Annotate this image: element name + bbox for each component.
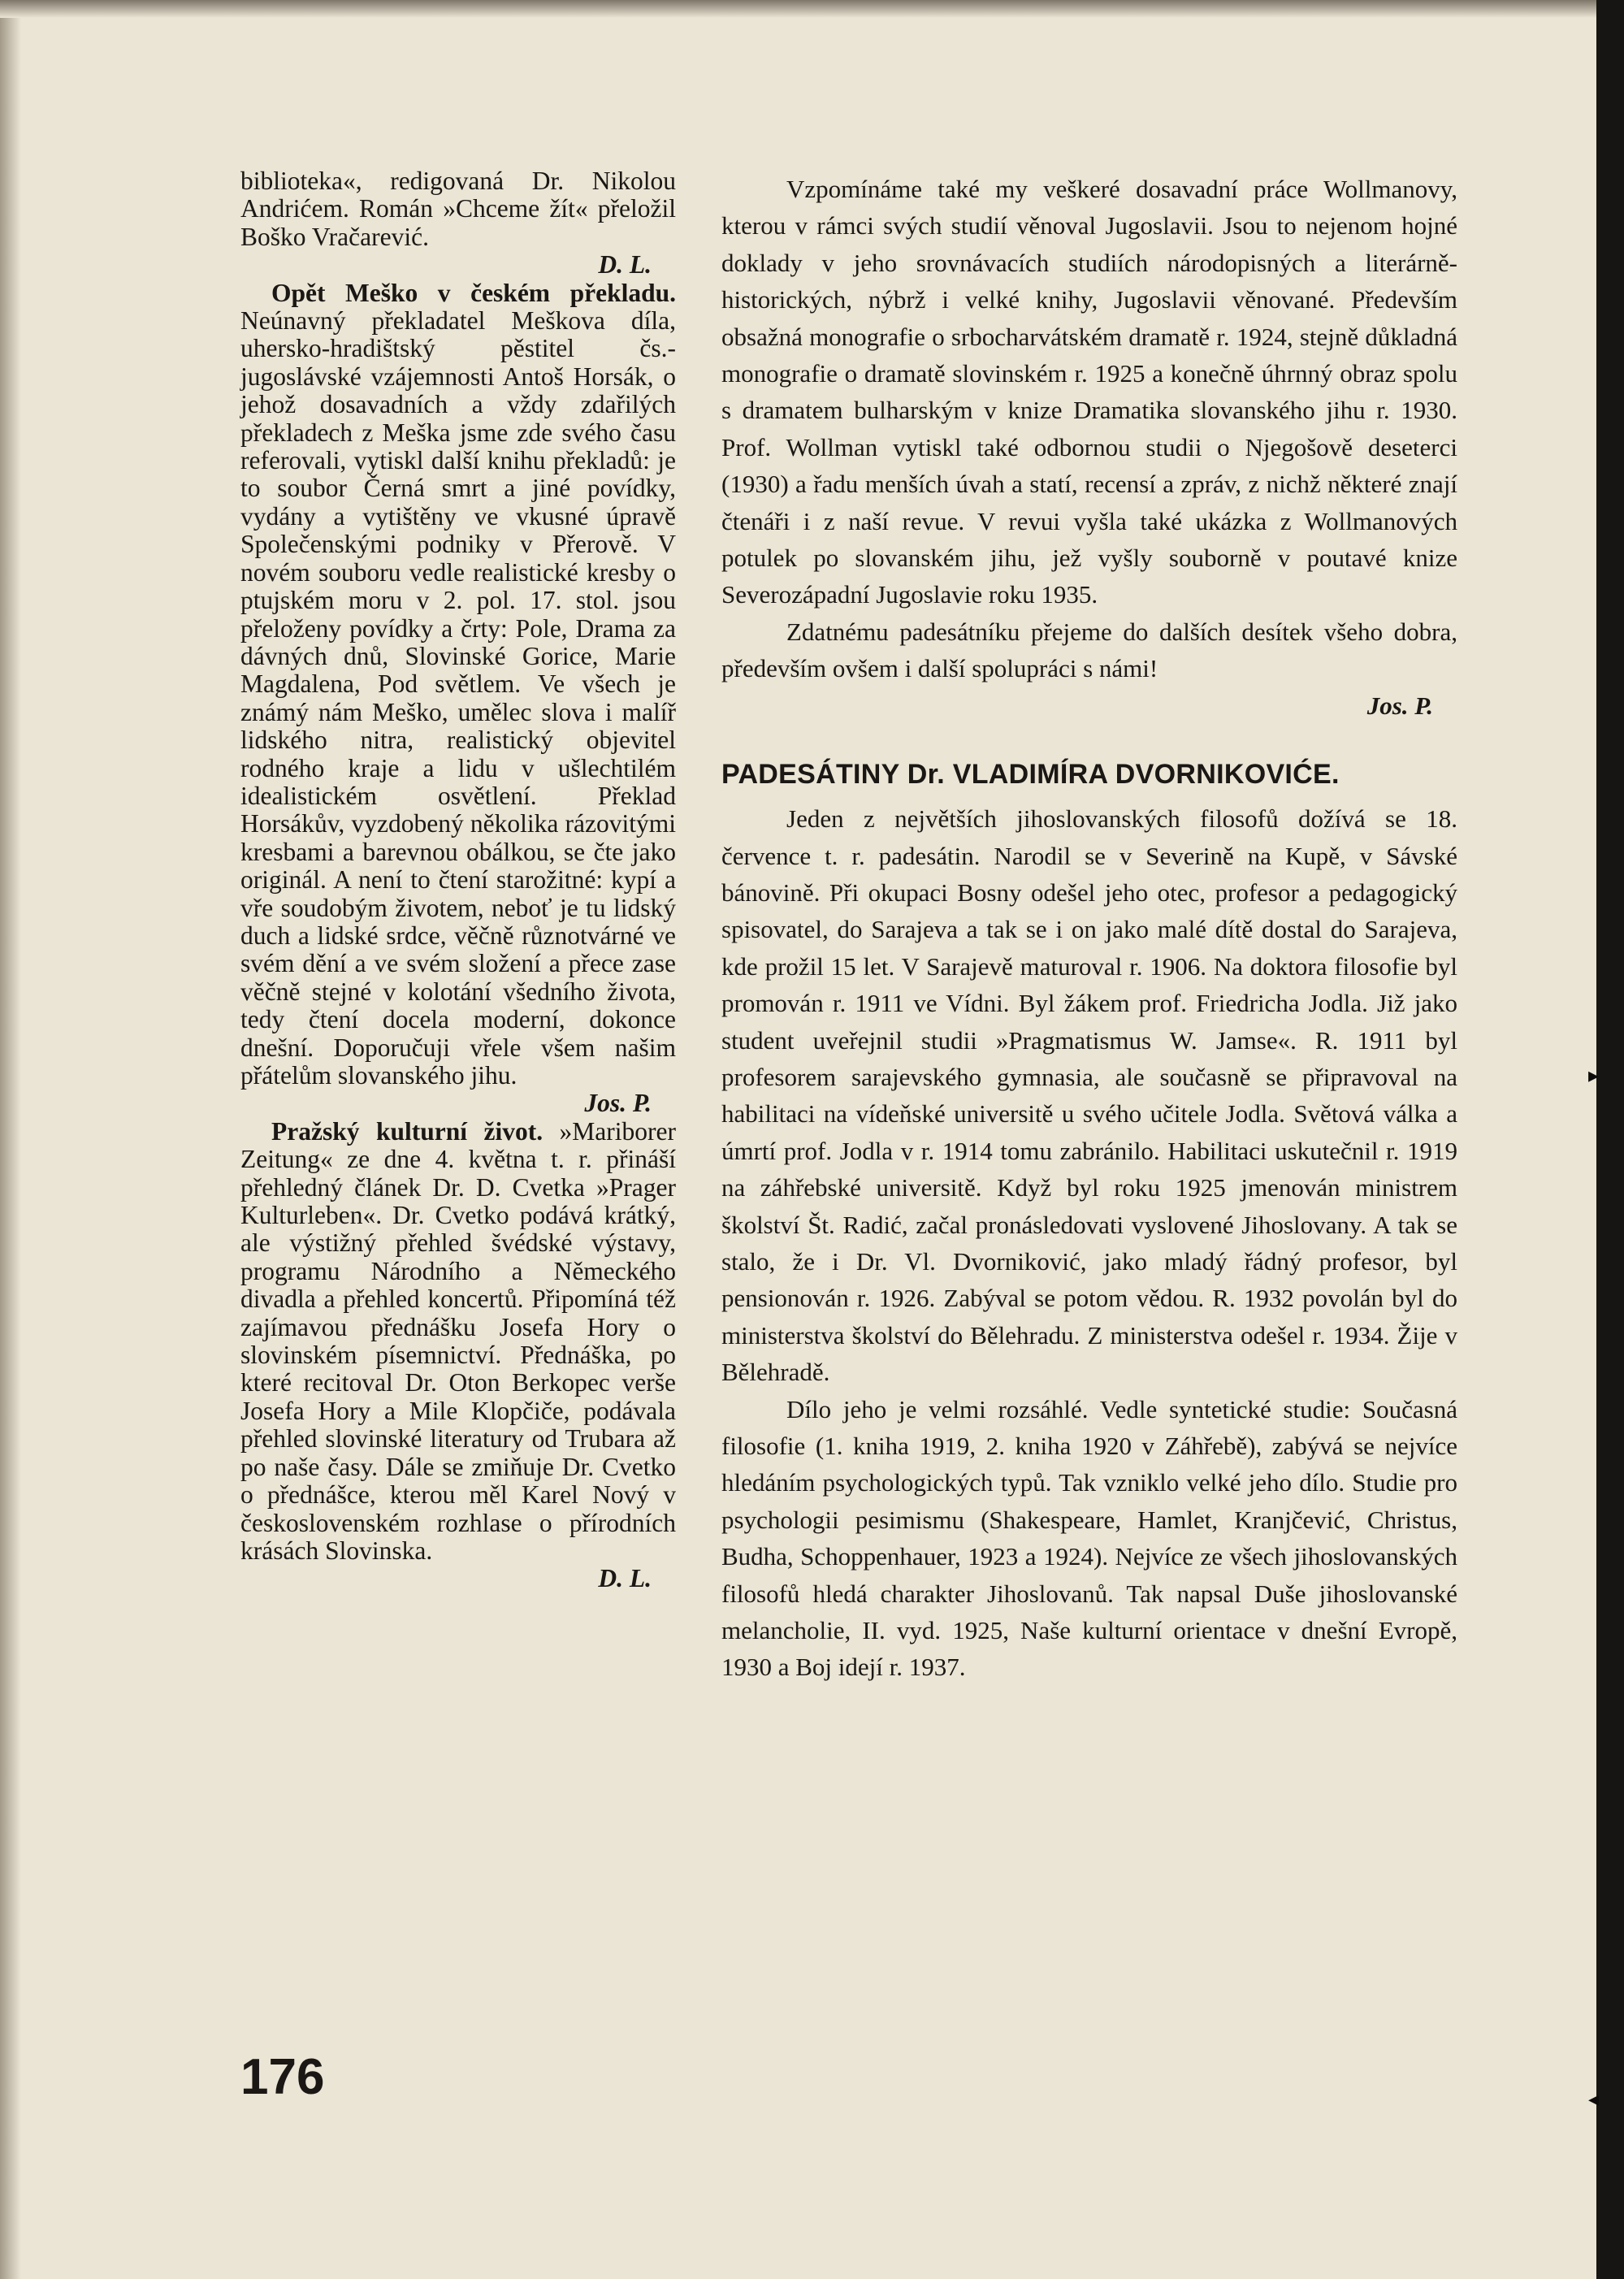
left-section-mesko-text: Neúnavný překladatel Meškova díla, uhersko-hradištský pěstitel čs.-jugoslávské vzájemnosti Antoš Horsák, o jehož dosavadních a vždy zdařilých překladech z Meška jsme zde svého času referovali, vytiskl další knihu překladů: je to soubor Černá smrt a jiné povídky, vydány a vytištěny ve vkusné úpravě Společenskými podniky v Přerově. V novém souboru vedle realistické kresby o ptujském moru v 2. pol. 17. stol. jsou přeloženy povídky a črty: Pole, Drama za dávných dnů, Slovinské Gorice, Marie Magdalena, Pod světlem. Ve všech je známý nám Meško, umělec slova i malíř lidského nitra, realistický objevitel rodného kraje a lidu v ušlechtilém idealistickém osvětlení. Překlad Horsákův, vyzdobený několika rázovitými kresbami a barevnou obálkou, se čte jako originál. A není to čtení starožitné: kypí a vře soudobým životem, neboť je tu lidský duch a lidské srdce, věčně různotvárné ve svém dění a ve svém složení a přece zase věčně stejné v kolotání všedního života, tedy čtení docela moderní, dokonce dnešní. Doporučuji vřele všem našim přátelům slovanského jihu. [240,306,676,1090]
article-heading: PADESÁTINY Dr. VLADIMÍRA DVORNIKOVIĆE. [721,759,1340,791]
left-section-prague-text: »Mariborer Zeitung« ze dne 4. května t. r. přináší přehledný článek Dr. D. Cvetka »Prager Kulturleben«. Dr. Cvetko podává krátký, ale výstižný přehled švédské výstavy, programu Národního a Německého divadla a přehled koncertů. Připomíná též zajímavou přednášku Josefa Hory o slovinském písemnictví. Přednáška, po které recitoval Dr. Oton Berkopec verše Josefa Hory a Mile Klopčiče, podávala přehled slovinské literatury od Trubara až po naše časy. Dále se zmiňuje Dr. Cvetko o přednášce, kterou měl Karel Nový v československém rozhlase o přírodních krásách Slovinska. [240,1116,676,1565]
right-column [721,171,1457,1686]
scan-left-shadow [0,0,21,2279]
right-para-wishes-text: Zdatnému padesátníku přejeme do dalších desítek všeho dobra, především ovšem i další spolupráci s námi! [721,617,1457,683]
left-section-prague-signature: D. L. [598,1564,652,1593]
page-number: 176 [240,2049,325,2105]
left-para-1-text: biblioteka«, redigovaná Dr. Nikolou Andrićem. Román »Chceme žít« přeložil Boško Vračarević. [240,167,676,251]
right-para-biography: Jeden z největších jihoslovanských filosofů dožívá se 18. července t. r. padesátin. Narodil se v Severině na Kupě, v Sávské bánovině. Při okupaci Bosny odešel jeho otec, profesor a pedagogický spisovatel, do Sarajeva a tak se i on jako malé dítě dostal do Sarajeva, kde prožil 15 let. V Sarajevě maturoval r. 1906. Na doktora filosofie byl promován r. 1911 ve Vídni. Byl žákem prof. Friedricha Jodla. Již jako student uveřejnil studii »Pragmatismus W. Jamse«. R. 1911 byl profesorem sarajevského gymnasia, ale současně se připravoval na habilitaci na vídeňské universitě u svého učitele Jodla. Světová válka a úmrtí prof. Jodla v r. 1914 tomu zabránilo. Habilitaci uskutečnil r. 1919 na záhřebské universitě. Když byl roku 1925 jmenován ministrem školství Št. Radić, začal pronásledovati vyslovené Jihoslovany. A tak se stalo, že i Dr. Vl. Dvorniković, jako mladý řádný profesor, byl pensionován r. 1926. Zabýval se potom vědou. R. 1932 povolán byl do ministerstva školství do Bělehradu. Z ministerstva odešel r. 1934. Žije v Bělehradě. [721,804,1457,1387]
right-para-wishes [721,613,1457,687]
scan-top-shadow [0,0,1624,18]
scan-edge-mark: ▸ [1588,1064,1600,1087]
left-section-prague [240,1118,676,1566]
right-para-wishes-signature: Jos. P. [1366,691,1433,720]
left-para-1 [240,167,676,251]
scan-edge-mark-lower: ◂ [1588,2087,1600,2111]
left-section-mesko [240,279,676,1090]
left-section-prague-lead: Pražský kulturní život. [271,1116,543,1146]
left-column [240,167,676,1593]
scan-right-edge [1596,0,1624,2279]
left-para-1-signature: D. L. [598,250,652,279]
right-para-wollman: Vzpomínáme také my veškeré dosavadní práce Wollmanovy, kterou v rámci svých studií věnoval Jugoslavii. Jsou to nejenom hojné doklady v jeho srovnávacích studiích národopisných a literárně-historických, nýbrž i velké knihy, Jugoslavii věnované. Především obsažná monografie o srbocharvátském dramatě r. 1924, stejně důkladná monografie o dramatě slovinském r. 1925 a konečně úhrnný obraz spolu s dramatem bulharským v knize Dramatika slovanského jihu r. 1930. Prof. Wollman vytiskl také odbornou studii o Njegošově deseterci (1930) a řadu menších úvah a statí, recensí a zpráv, z nichž některé znají čtenáři i z naší revue. V revui vyšla také ukázka z Wollmanových potulek po slovanském jihu, jež vyšly souborně v poutavé knize Severozápadní Jugoslavie roku 1935. [721,175,1457,609]
right-para-works: Dílo jeho je velmi rozsáhlé. Vedle syntetické studie: Současná filosofie (1. kniha 1919, 2. kniha 1920 v Záhřebě), zabývá se nejvíce hledáním psychologických typů. Tak vzniklo velké jeho dílo. Studie pro psychologii pesimismu (Shakespeare, Hamlet, Kranjčević, Christus, Budha, Schoppenhauer, 1923 a 1924). Nejvíce ze všech jihoslovanských filosofů hledá charakter Jihoslovanů. Tak napsal Duše jihoslovanské melancholie, II. vyd. 1925, Naše kulturní orientace v dnešní Evropě, 1930 a Boj idejí r. 1937. [721,1394,1457,1682]
left-section-mesko-signature: Jos. P. [584,1089,652,1118]
left-section-mesko-lead: Opět Meško v českém překladu. [271,278,676,307]
